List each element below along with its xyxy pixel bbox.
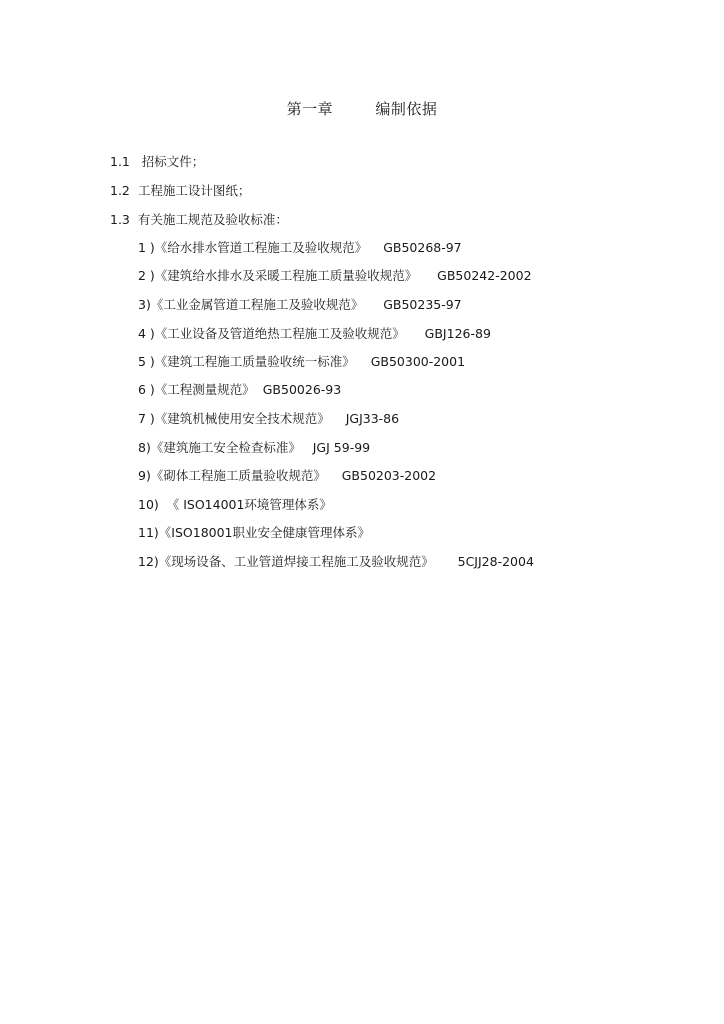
standard-item-9: 9)《砌体工程施工质量验收规范》 GB50203-2002 — [138, 468, 437, 483]
section-1-3: 1.3 有关施工规范及验收标准： — [110, 212, 288, 227]
section-1-2: 1.2 工程施工设计图纸； — [110, 183, 251, 198]
chapter-title: 第一章 编制依据 — [286, 100, 438, 118]
standard-item-5: 5 )《建筑工程施工质量验收统一标准》 GB50300-2001 — [138, 354, 466, 369]
standard-item-12: 12)《现场设备、工业管道焊接工程施工及验收规范》 5CJJ28-2004 — [138, 554, 534, 569]
standard-item-6: 6 )《工程测量规范》 GB50026-93 — [138, 382, 342, 397]
standard-item-8: 8)《建筑施工安全检查标准》 JGJ 59-99 — [138, 440, 371, 455]
standard-item-1: 1 )《给水排水管道工程施工及验收规范》 GB50268-97 — [138, 240, 462, 255]
standard-item-3: 3)《工业金属管道工程施工及验收规范》 GB50235-97 — [138, 297, 462, 312]
standard-item-2: 2 )《建筑给水排水及采暖工程施工质量验收规范》 GB50242-2002 — [138, 268, 532, 283]
standard-item-4: 4 )《工业设备及管道绝热工程施工及验收规范》 GBJ126-89 — [138, 326, 491, 341]
standard-item-7: 7 )《建筑机械使用安全技术规范》 JGJ33-86 — [138, 411, 400, 426]
standard-item-10: 10) 《 ISO14001环境管理体系》 — [138, 497, 332, 512]
section-1-1: 1.1 招标文件； — [110, 154, 205, 169]
standard-item-11: 11)《ISO18001职业安全健康管理体系》 — [138, 525, 371, 540]
